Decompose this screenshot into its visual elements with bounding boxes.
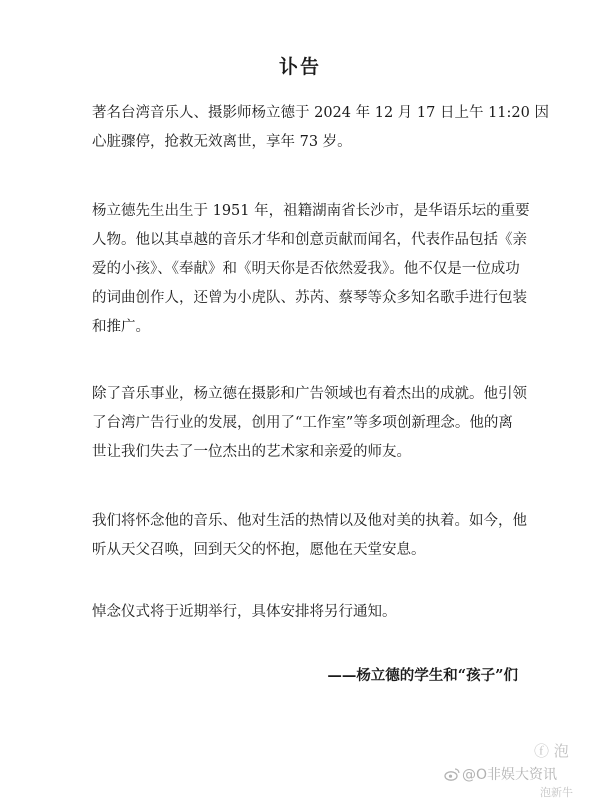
paragraph-line: 人物。他以其卓越的音乐才华和创意贡献而闻名，代表作品包括《亲 bbox=[92, 232, 527, 248]
paragraph-line: 著名台湾音乐人、摄影师杨立德于 2024 年 12 月 17 日上午 11:20 因 bbox=[92, 105, 549, 121]
watermark-top: ⓕ 泡 bbox=[534, 742, 569, 760]
paragraph-line: 我们将怀念他的音乐、他对生活的热情以及他对美的执着。如今，他 bbox=[92, 513, 527, 529]
watermark-bottom: 泡新牛 bbox=[540, 786, 573, 799]
paragraph-line: 和推广。 bbox=[92, 319, 150, 335]
paragraph-line: 的词曲创作人，还曾为小虎队、苏芮、蔡琴等众多知名歌手进行包装 bbox=[92, 290, 527, 306]
signature: ——杨立德的学生和“孩子”们 bbox=[327, 667, 518, 684]
paragraph-memorial-notice bbox=[92, 598, 522, 627]
paragraph-career bbox=[92, 380, 527, 467]
watermark-handle bbox=[444, 764, 557, 784]
paragraph-line: 听从天父召唤，回到天父的怀抱，愿他在天堂安息。 bbox=[92, 542, 426, 558]
paragraph-line: 了台湾广告行业的发展，创用了“工作室”等多项创新理念。他的离 bbox=[92, 415, 513, 431]
watermark-handle-text: @O非娱大资讯 bbox=[462, 767, 558, 783]
document-title: 讣告 bbox=[278, 56, 321, 78]
paragraph-line: 杨立德先生出生于 1951 年，祖籍湖南省长沙市，是华语乐坛的重要 bbox=[92, 203, 530, 219]
paragraph-line: 除了音乐事业，杨立德在摄影和广告领域也有着杰出的成就。他引领 bbox=[92, 386, 527, 402]
paragraph-line: 心脏骤停，抢救无效离世，享年 73 岁。 bbox=[92, 134, 352, 150]
paragraph-remembrance bbox=[92, 507, 527, 565]
paragraph-line: 爱的小孩》、《奉献》和《明天你是否依然爱我》。他不仅是一位成功 bbox=[92, 261, 520, 277]
paragraph-line: 世让我们失去了一位杰出的艺术家和亲爱的师友。 bbox=[92, 444, 411, 460]
paragraph-announcement bbox=[92, 99, 549, 157]
paragraph-line: 悼念仪式将于近期举行，具体安排将另行通知。 bbox=[92, 604, 397, 620]
weibo-logo-icon bbox=[444, 766, 460, 782]
paragraph-biography bbox=[92, 197, 530, 342]
